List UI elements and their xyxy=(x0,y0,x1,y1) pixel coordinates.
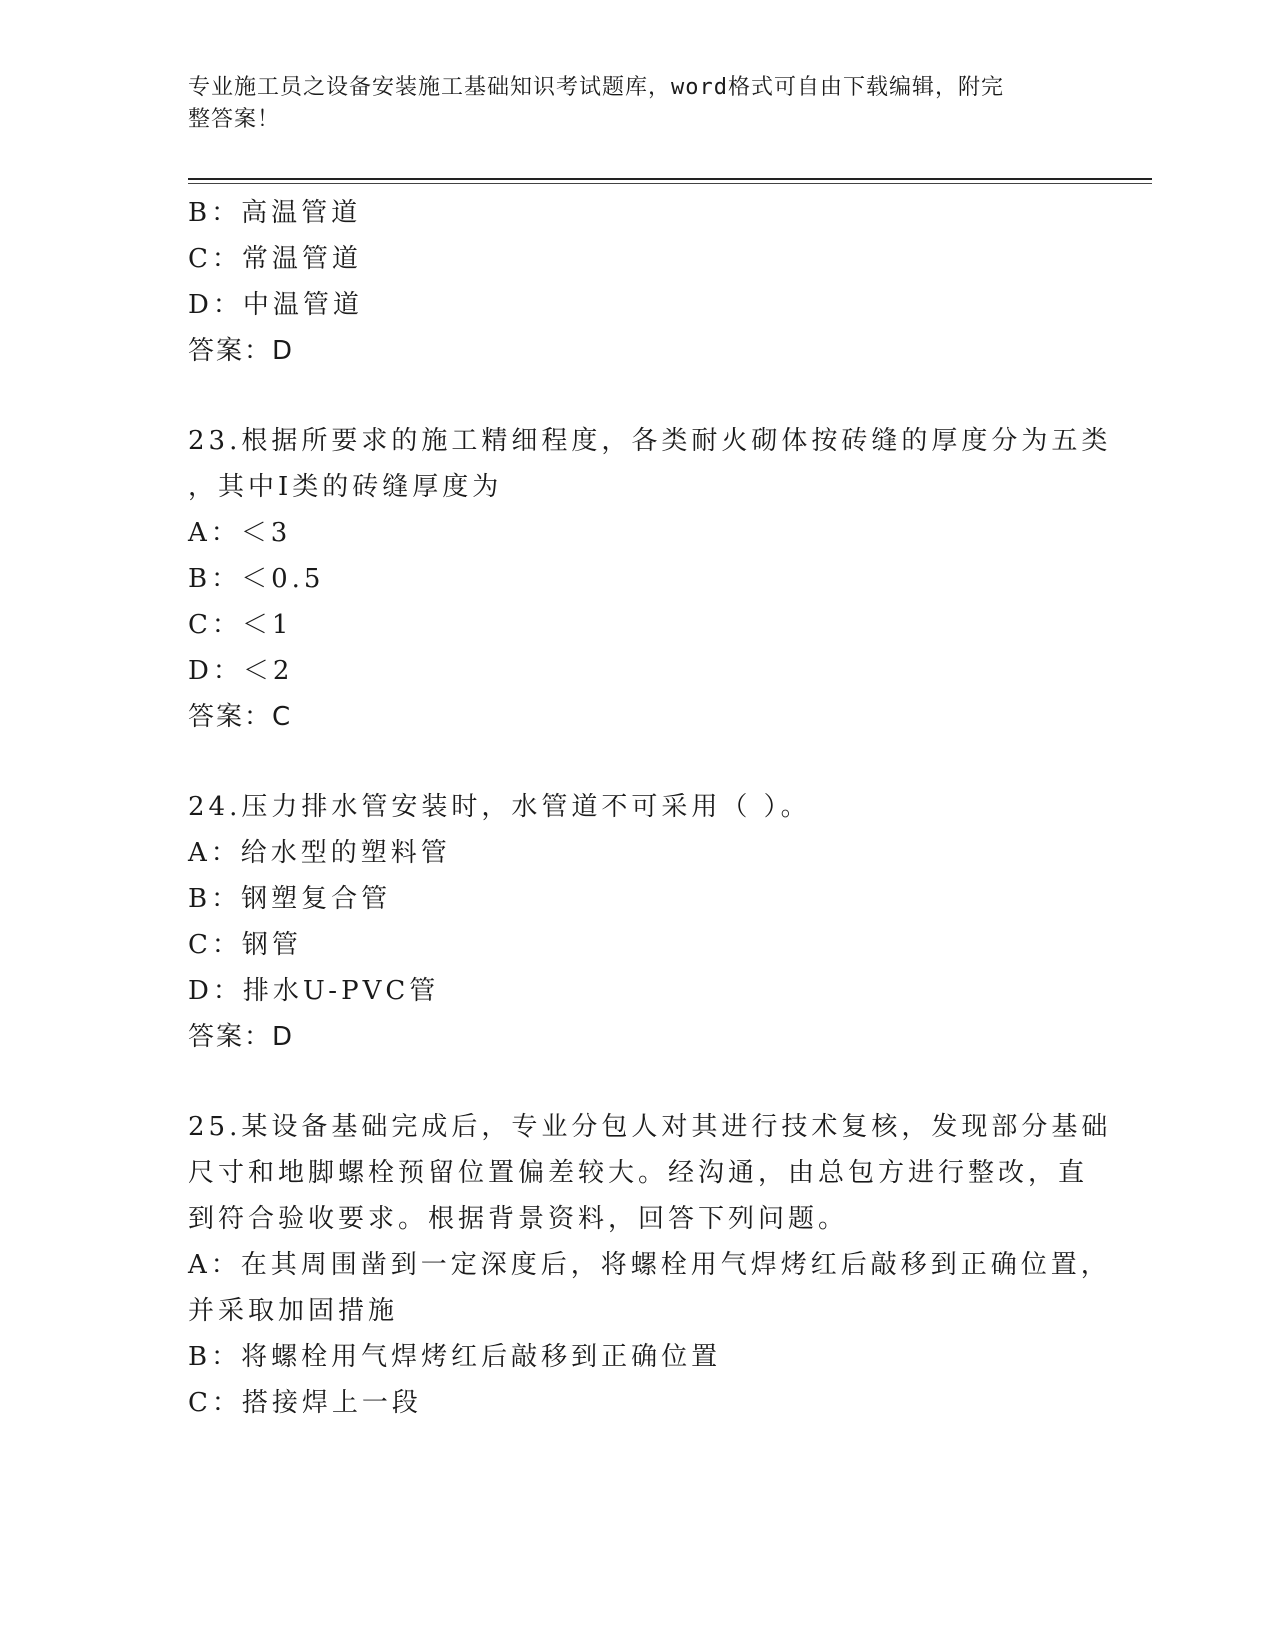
question-23 xyxy=(188,418,1112,740)
answer: 答案：D xyxy=(188,336,295,366)
spacer xyxy=(188,1060,1088,1104)
option-b: B：将螺栓用气焊烤红后敲移到正确位置 xyxy=(188,1342,722,1372)
option-d: D：＜2 xyxy=(188,656,294,686)
question-24 xyxy=(188,784,1088,1060)
document-body xyxy=(188,190,1112,1426)
option-a: A：给水型的塑料管 xyxy=(188,838,451,868)
document-header xyxy=(188,72,1068,136)
header-line-2: 整答案！ xyxy=(188,107,281,132)
option-d: D：中温管道 xyxy=(188,290,363,320)
option-b: B：高温管道 xyxy=(188,198,362,228)
question-text-cont: 尺寸和地脚螺栓预留位置偏差较大。经沟通，由总包方进行整改，直 xyxy=(188,1158,1089,1188)
question-25 xyxy=(188,1104,1112,1426)
option-c: C：常温管道 xyxy=(188,244,362,274)
option-a: A：在其周围凿到一定深度后，将螺栓用气焊烤红后敲移到正确位置， xyxy=(188,1250,1111,1280)
question-22 xyxy=(188,190,1088,374)
question-text: 25.某设备基础完成后，专业分包人对其进行技术复核，发现部分基础 xyxy=(188,1112,1112,1142)
option-b: B：钢塑复合管 xyxy=(188,884,392,914)
question-text-cont: ，其中Ⅰ类的砖缝厚度为 xyxy=(188,472,503,502)
option-d: D：排水U-PVC管 xyxy=(188,976,440,1006)
header-divider-thick xyxy=(188,178,1152,180)
header-line-1: 专业施工员之设备安装施工基础知识考试题库，word格式可自由下载编辑，附完 xyxy=(188,75,1004,100)
option-b: B：＜0.5 xyxy=(188,564,325,594)
spacer xyxy=(188,740,1088,784)
spacer xyxy=(188,374,1088,418)
option-c: C：搭接焊上一段 xyxy=(188,1388,422,1418)
option-c: C：钢管 xyxy=(188,930,302,960)
question-text: 24.压力排水管安装时，水管道不可采用（ ）。 xyxy=(188,792,811,822)
question-text: 23.根据所要求的施工精细程度，各类耐火砌体按砖缝的厚度分为五类 xyxy=(188,426,1112,456)
option-a: A：＜3 xyxy=(188,518,292,548)
answer: 答案：C xyxy=(188,702,293,732)
question-text-cont: 到符合验收要求。根据背景资料，回答下列问题。 xyxy=(188,1204,849,1234)
header-divider-thin xyxy=(188,183,1152,184)
answer: 答案：D xyxy=(188,1022,295,1052)
option-c: C：＜1 xyxy=(188,610,293,640)
option-a-cont: 并采取加固措施 xyxy=(188,1296,399,1326)
